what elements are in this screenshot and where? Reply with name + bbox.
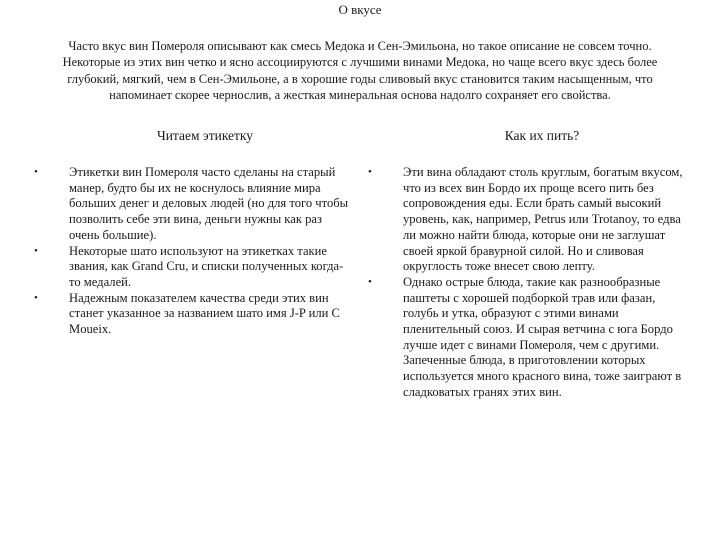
bullet-dot-icon: • (34, 166, 38, 178)
list-item-text: Эти вина обладают столь круглым, богатым вкусом, что из всех вин Бордо их проще всего пить без сопровождения еды. Если брать самый высокий уровень, как, например, Petrus или Trotanoy, то едва ли можно найти блюда, которые они не заглушат своей яркой бравурной силой. Но и сливовая округлость тоже внесет свою лепту. (403, 165, 683, 274)
right-bullet-list (368, 165, 688, 401)
bullet-dot-icon: • (368, 166, 372, 178)
list-item (34, 165, 354, 244)
right-column-heading: Как их пить? (504, 128, 580, 143)
list-item-text: Некоторые шато используют на этикетках такие звания, как Grand Cru, и списки полученных когда-то медалей. (69, 243, 344, 289)
intro-paragraph: Часто вкус вин Помероля описывают как смесь Медока и Сен-Эмильона, но такое описание не совсем точно. Некоторые из этих вин четко и ясно ассоциируются с лучшими винами Медока, но чаще всего вкус здесь более глубокий, мягкий, чем в Сен-Эмильоне, а в хорошие годы сливовый вкус становится таким насыщенным, что напоминает скорее чернослив, а жесткая минеральная основа надолго сохраняет его свойства. (62, 39, 658, 103)
list-item (34, 291, 354, 338)
bullet-dot-icon: • (34, 291, 38, 304)
list-item (368, 165, 688, 275)
left-bullet-list (34, 165, 354, 338)
slide-title: О вкусе (338, 2, 382, 17)
list-item-text: Надежным показателем качества среди этих вин станет указанное за названием шато имя J-P или С Moueix. (69, 290, 340, 337)
list-item (368, 275, 688, 401)
list-item (34, 244, 354, 291)
bullet-dot-icon: • (34, 244, 38, 257)
left-column-heading: Читаем этикетку (156, 128, 254, 143)
list-item-text: Однако острые блюда, такие как разнообразные паштеты с хорошей подборкой трав или фазан, голубь и утка, образуют с этими винами пленительный союз. И сырая ветчина с юга Бордо лучше идет с винами Помероля, чем с другими. Запеченные блюда, в приготовлении которых используется много красного вина, тоже заиграют в сладковатых гранях этих вин. (403, 274, 682, 399)
bullet-dot-icon: • (368, 275, 372, 288)
list-item-text: Этикетки вин Помероля часто сделаны на старый манер, будто бы их не коснулось влияние мира больших денег и деловых людей (но для того чтобы позволить себе эти вина, деньги нужны как раз очень большие). (69, 165, 349, 242)
